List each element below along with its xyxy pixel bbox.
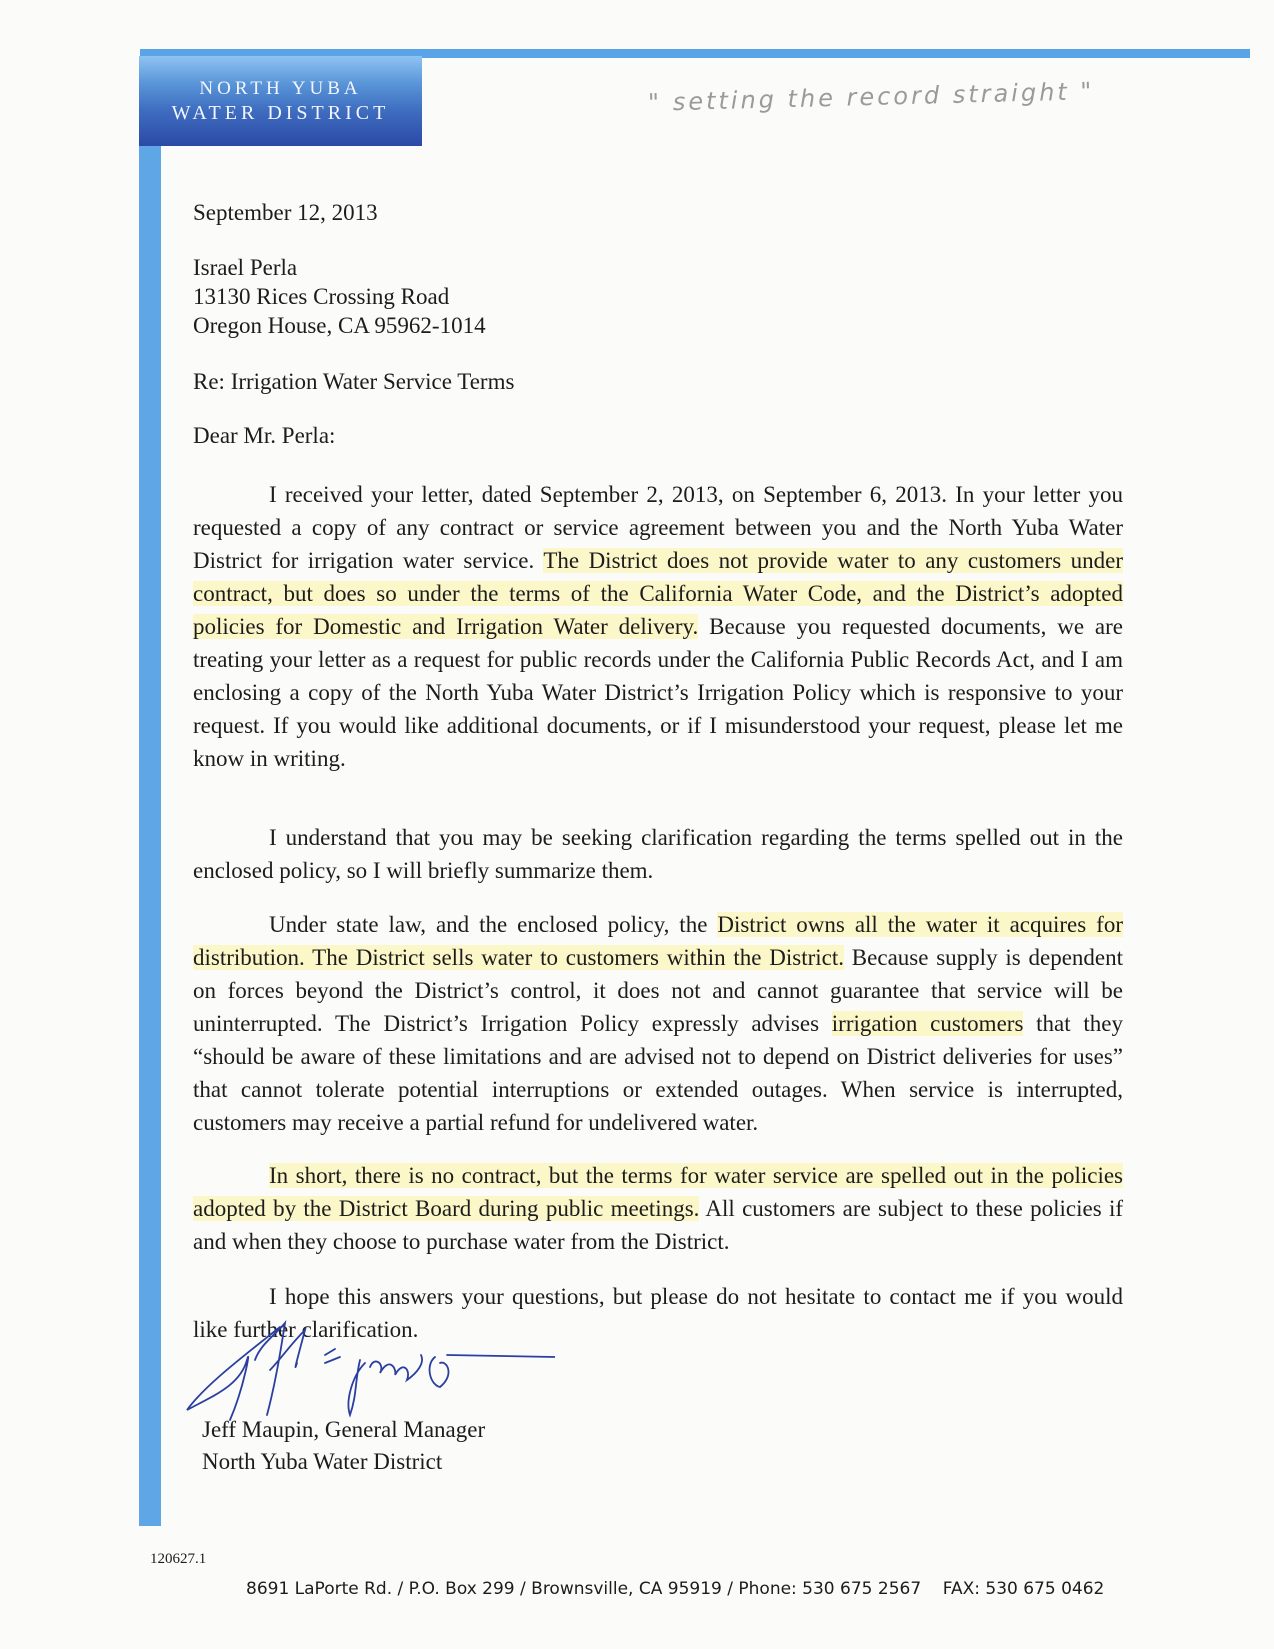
body-paragraph-1 (193, 478, 1123, 775)
p3-text-a: Under state law, and the enclosed policy, the (269, 912, 718, 937)
body-paragraph-5: I hope this answers your questions, but please do not hesitate to contact me if you would like further clarification. (193, 1284, 1123, 1342)
logo-line-1: NORTH YUBA (199, 78, 362, 99)
letterhead-side-bar (139, 56, 161, 1526)
letter-date: September 12, 2013 (193, 200, 378, 225)
p1-highlight-2: but does so under the terms of the California Water Code, and the District’s adopted policies for Domestic and Irrigation Water delivery. (193, 581, 1123, 639)
recipient-name: Israel Perla (193, 255, 298, 280)
handwritten-note: " setting the record straight " (647, 77, 1095, 117)
p1-text-d: Because you requested documents, we are treating your letter as a request for public records under the California Public Records Act, and I am enclosing a copy of the North Yuba Water District’s Irrigation Policy which is responsive to your request. If you would like additional documents, or if I misunderstood your request, please let me know in writing. (193, 614, 1123, 771)
signature-block (202, 1414, 485, 1478)
recipient-address (193, 253, 486, 340)
p3-text-e: that they “should be aware of these limitations and are advised not to depend on District deliveries for uses” that cannot tolerate potential interruptions or extended outages. When service is interrupted, customers may receive a partial refund for undelivered water. (193, 1011, 1123, 1135)
handwritten-signature (185, 1315, 555, 1425)
logo-line-2: WATER DISTRICT (171, 102, 390, 124)
p3-highlight-1: District owns all the water it acquires for distribution. The District sells water to customers within the District. (193, 912, 1123, 970)
body-paragraph-4 (193, 1159, 1123, 1258)
p3-highlight-2: irrigation customers (831, 1011, 1024, 1036)
p1-text-a: I received your letter, dated September 2, 2013, on September 6, 2013. In your letter you requested a copy of any contract or service agreement between you and the North Yuba Water District for irrigation water service. (193, 482, 1123, 573)
subject-line: Re: Irrigation Water Service Terms (193, 369, 515, 394)
document-number: 120627.1 (150, 1551, 207, 1567)
p4-text-b: All customers are subject to these policies if and when they choose to purchase water from the District. (193, 1196, 1123, 1254)
signer-name-title: Jeff Maupin, General Manager (202, 1417, 486, 1442)
p1-highlight-1: The District does not provide water to any customers under contract, (193, 548, 1123, 606)
salutation: Dear Mr. Perla: (193, 423, 336, 448)
signer-organization: North Yuba Water District (202, 1449, 443, 1474)
p4-highlight: In short, there is no contract, but the terms for water service are spelled out in the policies adopted by the District Board during public meetings. (193, 1163, 1123, 1221)
recipient-city: Oregon House, CA 95962-1014 (193, 313, 486, 338)
body-paragraph-3 (193, 908, 1123, 1139)
district-logo (139, 56, 422, 146)
p3-text-c: Because supply is dependent on forces beyond the District’s control, it does not and cannot guarantee that service will be uninterrupted. The District’s Irrigation Policy expressly advises (193, 945, 1124, 1036)
recipient-street: 13130 Rices Crossing Road (193, 284, 450, 309)
footer-address: 8691 LaPorte Rd. / P.O. Box 299 / Brownsville, CA 95919 / Phone: 530 675 2567 FAX: 530 675 0462 (246, 1579, 1105, 1599)
body-paragraph-2: I understand that you may be seeking clarification regarding the terms spelled out in the enclosed policy, so I will briefly summarize them. (193, 825, 1123, 883)
